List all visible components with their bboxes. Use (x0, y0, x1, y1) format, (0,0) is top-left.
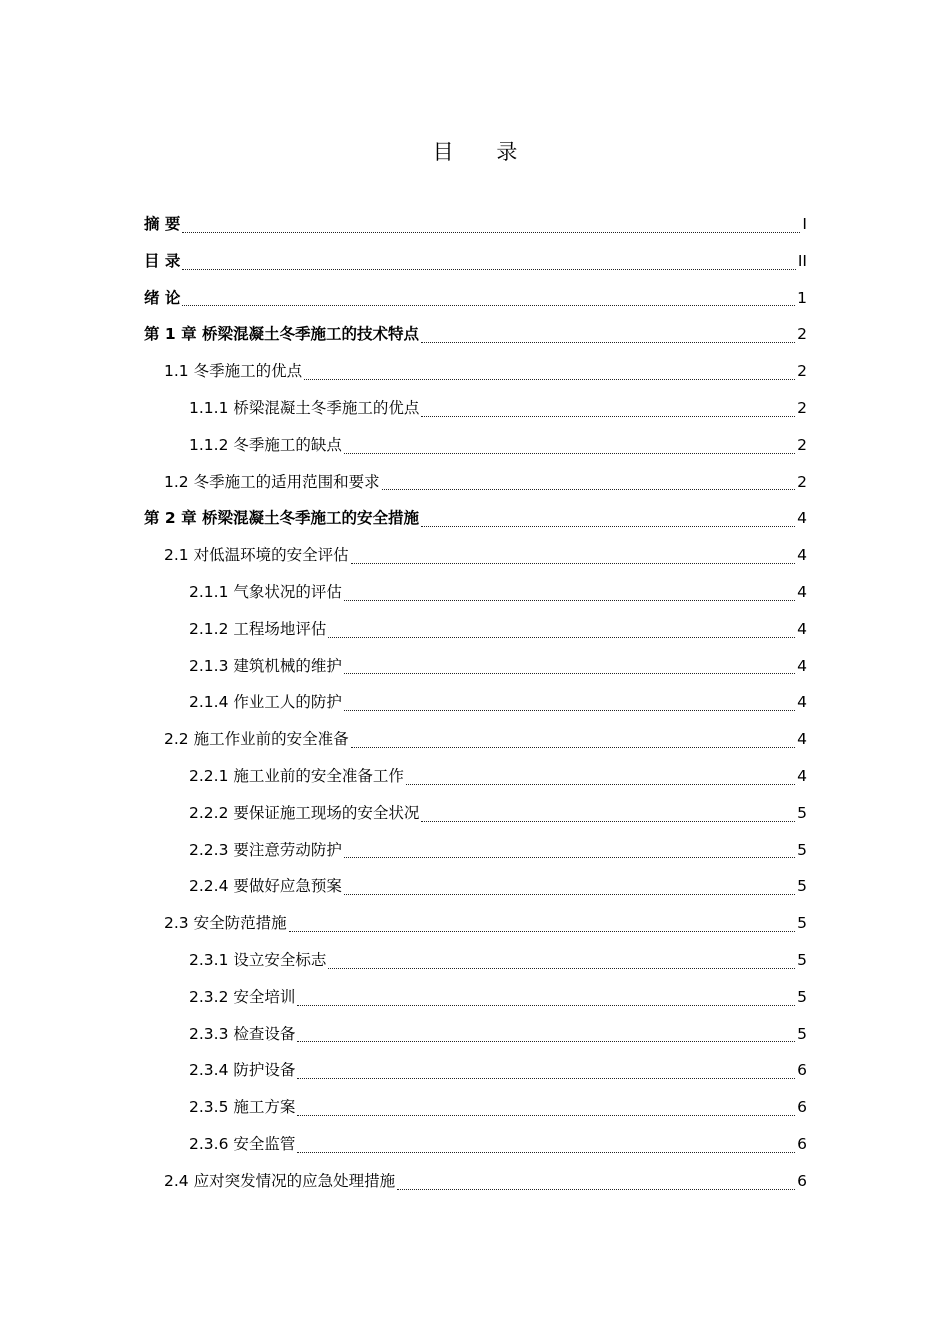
toc-entry-label: 1.2 冬季施工的适用范围和要求 (164, 472, 380, 491)
toc-entry-label: 2.1.3 建筑机械的维护 (189, 656, 342, 675)
toc-entry-label: 1.1.2 冬季施工的缺点 (189, 435, 342, 454)
toc-dot-leader (297, 1005, 795, 1006)
toc-dot-leader (182, 305, 795, 306)
toc-entry[interactable] (144, 795, 807, 832)
toc-page-number: 2 (797, 325, 807, 344)
toc-title: 目 录 (432, 140, 536, 164)
toc-entry-label: 2.4 应对突发情况的应急处理措施 (164, 1171, 396, 1190)
toc-dot-leader (344, 600, 795, 601)
toc-page-number: 6 (797, 1098, 807, 1117)
toc-dot-leader (344, 894, 795, 895)
toc-dot-leader (421, 526, 795, 527)
toc-dot-leader (344, 453, 795, 454)
toc-entry[interactable] (144, 1052, 807, 1089)
toc-entry-label: 2.3 安全防范措施 (164, 914, 287, 933)
toc-entry[interactable] (144, 206, 807, 243)
toc-entry[interactable] (144, 648, 807, 685)
toc-dot-leader (328, 968, 795, 969)
toc-entry-label: 2.3.5 施工方案 (189, 1098, 296, 1117)
toc-dot-leader (289, 931, 796, 932)
toc-page-number: 5 (797, 950, 807, 969)
toc-entry[interactable] (144, 537, 807, 574)
toc-entry-label: 2.3.3 检查设备 (189, 1024, 296, 1043)
toc-dot-leader (304, 379, 795, 380)
toc-page-number: 5 (797, 987, 807, 1006)
toc-entry[interactable] (144, 721, 807, 758)
toc-page-number: 4 (797, 693, 807, 712)
toc-entry-label: 2.2 施工作业前的安全准备 (164, 730, 349, 749)
toc-entry[interactable] (144, 684, 807, 721)
toc-page-number: 6 (797, 1134, 807, 1153)
toc-entry[interactable] (144, 316, 807, 353)
toc-dot-leader (297, 1078, 795, 1079)
toc-entry[interactable] (144, 979, 807, 1016)
toc-entry[interactable] (144, 868, 807, 905)
toc-entry[interactable] (144, 464, 807, 501)
toc-dot-leader (344, 673, 795, 674)
toc-dot-leader (397, 1189, 795, 1190)
toc-page-number: 2 (797, 435, 807, 454)
toc-entry[interactable] (144, 280, 807, 317)
toc-dot-leader (182, 269, 795, 270)
toc-entry-label: 1.1.1 桥梁混凝土冬季施工的优点 (189, 398, 420, 417)
toc-entry[interactable] (144, 905, 807, 942)
toc-dot-leader (351, 563, 796, 564)
toc-entry[interactable] (144, 427, 807, 464)
toc-entry[interactable] (144, 832, 807, 869)
toc-page-number: I (802, 215, 807, 233)
table-of-contents (144, 206, 807, 1200)
toc-entry[interactable] (144, 611, 807, 648)
toc-page-number: 4 (797, 546, 807, 565)
toc-dot-leader (406, 784, 795, 785)
toc-page-number: 2 (797, 472, 807, 491)
toc-dot-leader (421, 821, 795, 822)
toc-entry[interactable] (144, 500, 807, 537)
toc-entry-label: 摘 要 (144, 215, 181, 233)
toc-entry[interactable] (144, 353, 807, 390)
toc-page-number: 1 (797, 288, 807, 307)
toc-entry-label: 2.1.4 作业工人的防护 (189, 693, 342, 712)
toc-entry-label: 2.3.2 安全培训 (189, 987, 296, 1006)
toc-page-number: 5 (797, 840, 807, 859)
toc-entry-label: 2.1.2 工程场地评估 (189, 619, 327, 638)
toc-dot-leader (344, 857, 795, 858)
toc-entry-label: 2.1.1 气象状况的评估 (189, 582, 342, 601)
toc-entry[interactable] (144, 243, 807, 280)
toc-page-number: 2 (797, 398, 807, 417)
toc-entry-label: 2.3.6 安全监管 (189, 1134, 296, 1153)
toc-page-number: 5 (797, 877, 807, 896)
toc-entry[interactable] (144, 390, 807, 427)
toc-entry-label: 2.2.1 施工业前的安全准备工作 (189, 766, 404, 785)
toc-entry-label: 2.2.4 要做好应急预案 (189, 877, 342, 896)
toc-page-number: 5 (797, 914, 807, 933)
toc-page-number: 4 (797, 619, 807, 638)
toc-dot-leader (351, 747, 796, 748)
toc-dot-leader (182, 232, 800, 233)
toc-entry[interactable] (144, 1016, 807, 1053)
toc-page-number: 6 (797, 1171, 807, 1190)
toc-page-number: 6 (797, 1061, 807, 1080)
toc-page-number: 5 (797, 1024, 807, 1043)
toc-entry-label: 第 1 章 桥梁混凝土冬季施工的技术特点 (144, 325, 419, 344)
toc-dot-leader (297, 1152, 795, 1153)
toc-entry-label: 2.3.4 防护设备 (189, 1061, 296, 1080)
toc-entry[interactable] (144, 942, 807, 979)
toc-entry-label: 目 录 (144, 251, 181, 270)
toc-entry-label: 2.3.1 设立安全标志 (189, 950, 327, 969)
toc-entry[interactable] (144, 1163, 807, 1200)
toc-entry[interactable] (144, 758, 807, 795)
toc-entry-label: 第 2 章 桥梁混凝土冬季施工的安全措施 (144, 509, 419, 528)
toc-page-number: 2 (797, 362, 807, 381)
toc-page-number: 4 (797, 656, 807, 675)
toc-entry-label: 2.2.2 要保证施工现场的安全状况 (189, 803, 420, 822)
toc-entry-label: 绪 论 (144, 288, 181, 307)
toc-page-number: II (797, 251, 807, 270)
toc-dot-leader (382, 489, 796, 490)
toc-dot-leader (421, 416, 795, 417)
toc-page-number: 5 (797, 803, 807, 822)
toc-entry[interactable] (144, 574, 807, 611)
toc-dot-leader (297, 1115, 795, 1116)
toc-page-number: 4 (797, 730, 807, 749)
toc-page-number: 4 (797, 766, 807, 785)
toc-entry-label: 2.1 对低温环境的安全评估 (164, 546, 349, 565)
toc-dot-leader (328, 637, 795, 638)
toc-dot-leader (421, 342, 795, 343)
toc-page-number: 4 (797, 509, 807, 528)
toc-entry[interactable] (144, 1126, 807, 1163)
toc-entry-label: 2.2.3 要注意劳动防护 (189, 840, 342, 859)
toc-entry-label: 1.1 冬季施工的优点 (164, 362, 303, 381)
toc-dot-leader (344, 710, 795, 711)
toc-page-number: 4 (797, 582, 807, 601)
toc-entry[interactable] (144, 1089, 807, 1126)
toc-dot-leader (297, 1041, 795, 1042)
